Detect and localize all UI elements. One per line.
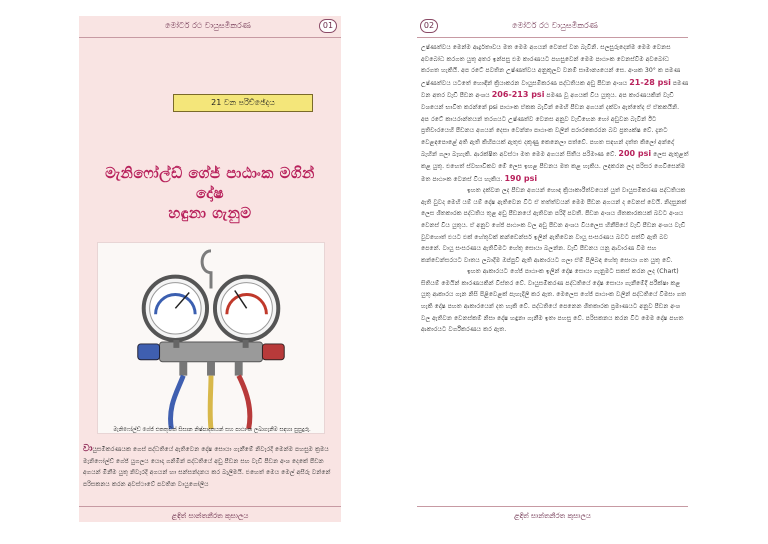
photo-caption: මැනිෆෝල්ඩ් ගේජ් එකතුවක් සිසාන නිෂ්පාදකයන් සහ පාඨාංක ලබාගැනීම සඳහා සුසුදුරු. [113,427,311,433]
left-page [79,16,341,522]
header-title: මෝටර් රථ වායුසමීකරණ [512,21,598,30]
chapter-title-line2: දෝෂ [195,184,225,202]
right-body-text [421,42,689,336]
drop-cap: වා [83,444,93,454]
high-side-pressure: 206-213 psi [491,90,545,100]
left-body-text [83,444,341,490]
pressure-200: 200 psi [618,149,652,159]
page-number: 01 [319,19,337,33]
page-footer [79,506,341,524]
footer-text: ළඳිත් සාන්තනීරත කුසාලය [514,512,591,520]
right-paragraph-2: ඉහත දක්වන ලද පීඩන අගයන් හොඳ ක්‍රියාකාරීත්වයෙන් යුත් වායුසමීකරණ පද්ධතියක ඇති වුවද මෙහි යම් යම් දෝෂ ඇතිවෙන විට ඒ තත්ත්වයන් මෙම පීඩන අගයන් ද වෙනස් වෙයි. නිදසුනක් ලෙස ශීතකාරක පද්ධතිය තුළ අඩු පීඩනයේ ඇතිවන පරිදි පවතී. පීඩන අංශය ශීතකාරකයක් බවට අංශය වෙනස් විය යුතුය. ඒ අනුව ගේජ් පාඨාංක වල අඩු පීඩන අංශය වියලෙස හිනීපියේ වැඩි පීඩන අංශය වැඩි වුවහොත් එයට එක් හේතුවක් කන්ඩෙන්සර් ඉලින් ඇතිවෙන වායු සංසරණය බවට පත්වී ඇති බව පෙනේ. වායු සංසරණය ඇතිවිමට හේතු සොයා බලන්න. වැඩි පීඩනය යනු ආවාරණ වීම සහ කන්ඩෙන්සරයට වාතය ලබාදීම ඔප්පුවී ඇති ආකාරයට ගලා ඒම් පිලිබඳ හේතු සොයා ගත යුතු වේ. [421,187,687,264]
header-title: මෝටර් රථ වායුසමීකරණ [165,21,251,30]
right-paragraph-3: ඉහත ආකාරයට ගේජ් පාඨාංක ඉලින් දෝෂ සොයා ගැනුමට සකස් කරන ලද (Chart) සිතියම් මෙයින් කාරණයකින් විස්තර වේ. වායුසමීකරණ පද්ධතියේ දෝෂ සොයා ගැනීමේදී පරීක්ෂා කළ යුතු ආකාරය ගැන නිසි පිළිවෙළක් පැහැදිලි කර ඇත. මෙලෙස ගේජ් පාඨාංක වලින් පද්ධතියේ විමසා ගත හැකි දෝෂ පහත ආකාරයෙන් දත හැකි වේ. පද්ධතියේ පෙනෙන ශීතකාරක ප්‍රමාණයට අනුව පීඩන අංශ වල ඇතිවන වෙනස්කම් නිසා දෝෂ හඳුනා ගැනීම ඉතා පහසු වේ. පරිසකනය කරන විට මෙම දෝෂ පහත ආකාරයට වර්ගීකරණය කර ඇත. [421,268,687,334]
manifold-gauge-illustration [98,243,324,433]
page-footer [417,506,688,524]
manifold-gauge-photo [97,242,325,434]
temperature-value: 30° [644,67,656,75]
pressure-190: 190 psi [504,173,538,183]
left-paragraph: යුසමීකරණයක ගෙස් පද්ධතියේ ඇතිවෙන දෝෂ සොයා ගැනීමේ නිවැරදි මෙන්ම පහසුම ක්‍රමය මැනිෆෝල්ඩ් ගේජ් යුගලය යොදා ගනිමින් පද්ධතියේ අඩු පීඩන සහ වැඩි පීඩන අංශ දෙකේ පීඩන අගයන් මිනීම යුතු නිවැරදි අගයන් හා සන්සන්දනය කර බැලීමයි. එහෙත් මෙය මෙල් අසීරු වන්නේ පරිසකනය කරන අවස්ථාවේ පවතින වායුගෝලීය [83,446,331,488]
page-header [417,16,688,38]
page-header [79,16,341,38]
right-page [417,16,688,522]
chapter-label: 21 වන පරිච්ඡේදය [173,94,313,112]
chapter-title-line3: හඳුනා ගැනුම [168,204,252,222]
low-side-pressure: 21-28 psi [629,77,671,87]
chapter-title-line1: මැනිෆෝල්ඩ් ගේජ් පාඨාංක මගින් [105,164,315,182]
page-number: 02 [420,19,438,33]
footer-text: ළඳිත් සාන්තනීරත කුසාලය [171,512,249,520]
right-paragraph-1: උෂ්ණත්වය මෙන්ම ආර්ද්‍රතාවය මත මෙම අගයන් වෙනස් වන බැවිනි. සලසුරුදෙන්ම මෙම වෙනස අවබෝධ කරගත යුතු අතර ඉන්පසු එම කාරණයට පහසුවෙන් මෙම පාඨාංක වෙනස්වීම අවබෝධ කරගත හැකියි. අප රටේ පවතින උෂ්ණත්වය අනුකූලව වනම් සාමාන්‍යයෙන් සෙ. අංශක 30° ක පමණ උෂ්ණත්වය යටතේ හොඳින් ක්‍රියාකරන වායුසමීකරණ පද්ධතියක අඩු පීඩන අංශය 21-28 psi පමණ වන අතර වැඩි පීඩන අංශය 206-213 psi පමණ වූ අගයක් විය යුතුය. අප කාරණයකින් වැඩි වශයෙන් භාවිත කරන්නේ psi පාඨාංක ඒකක බැවින් මෙහි පීඩන අගයන් දක්වා ඇත්තේද ඒ ඒකකයිනි. අප රටේ කායරාන්තයන් තරගයට උෂ්ණත්ව වෙනස අනුව වැඩිහෙන හෝ අඩුවන බැවින් ඊට ප්‍රතිචාරයෙහි පීඩනය අගයන් දෙසා වෙන්නා පාඨාංක වලින් පරාරකෙරරන බව ප්‍රත්‍යක්ෂ වේ. දැනට වෙළඳපොළේ අති ඇති කිහිපයක් ඇතුළු දකුණු කෙනෙලා පත්වේ. පහත සඳහන් දත්ත කිලෝ අන්දෝ බැහින් ගලා බැහැකි. ආරක්ෂිත අවස්ථා මත මෙම අගයන් සිතීය පරිමාණ වේ. 200 psi ලෙස ඇතුළත් කළ යුතු. එහෙත් ස්වභාවිකව මේ ලෙස ඉහළ පීඩනය මත කළ හැකිය. ලඳකරන ලද පරිසර ගෙවිසෙන්ම මත පාඨාංක වෙනස් විය හැකිය. 190 psi [421,44,689,183]
